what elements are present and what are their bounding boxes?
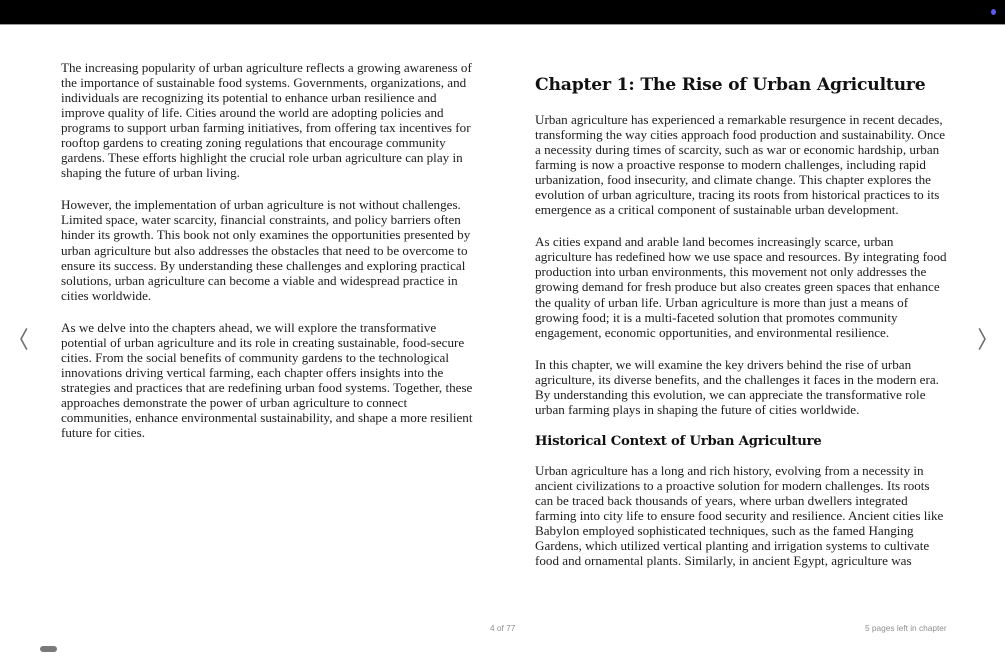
paragraph: In this chapter, we will examine the key drivers behind the rise of urban agriculture, its diverse benefits, and the challenges it faces in the modern era. By understanding this evolution, we can appreciate the transformative role urban farming plays in shaping the future of cities worldwide.	[535, 356, 939, 417]
next-page-button[interactable]	[974, 326, 990, 352]
paragraph: As cities expand and arable land becomes increasingly scarce, urban agriculture has redefined how we use space and resources. By integrating food production into urban environments, this movement not only addresses the growing demand for fresh produce but also creates green spaces that enhance the quality of urban life. Urban agriculture is more than just a means of growing food; it is a multi-faceted solution that promotes community engagement, economic opportunities, and environmental resilience.	[535, 234, 947, 340]
right-page	[535, 74, 947, 585]
paragraph: The increasing popularity of urban agriculture reflects a growing awareness of the importance of sustainable food systems. Governments, organizations, and individuals are recognizing its potential to enhance urban resilience and improve quality of life. Cities around the world are adopting policies and programs to support urban farming initiatives, from offering tax incentives for rooftop gardens to creating zoning regulations that encourage community gardens. These efforts highlight the crucial role urban agriculture can play in shaping the future of urban living.	[61, 60, 472, 181]
top-bar	[0, 0, 1005, 25]
left-page	[61, 60, 473, 457]
chevron-right-icon	[978, 328, 987, 350]
paragraph: As we delve into the chapters ahead, we will explore the transformative potential of urban agriculture and its role in creating sustainable, food-secure cities. From the social benefits of community gardens to the technological innovations driving vertical farming, each chapter offers insights into the strategies and practices that are redefining urban food systems. Together, these approaches demonstrate the power of urban agriculture to connect communities, enhance environmental sustainability, and shape a more resilient future for cities.	[61, 319, 473, 441]
section-title: Historical Context of Urban Agriculture	[535, 433, 822, 449]
paragraph: Urban agriculture has a long and rich history, evolving from a necessity in ancient civilizations to a proactive solution for modern challenges. Its roots can be traced back thousands of years, where urban dwellers integrated farming into city life to ensure food security and resilience. Ancient cities like Babylon employed sophisticated techniques, such as the famed Hanging Gardens, which utilized vertical planting and irrigation systems to cultivate food and ornamental plants. Similarly, in ancient Egypt, agriculture was	[535, 462, 944, 569]
previous-page-button[interactable]	[15, 326, 31, 352]
paragraph: Urban agriculture has experienced a remarkable resurgence in recent decades, transforming the way cities approach food production and sustainability. Once a necessity during times of scarcity, such as war or economic hardship, urban farming is now a proactive response to modern challenges, including rapid urbanization, food insecurity, and climate change. This chapter explores the evolution of urban agriculture, tracing its roots from historical practices to its emergence as a critical component of sustainable urban development.	[535, 112, 946, 218]
scroll-handle[interactable]	[40, 646, 57, 652]
chapter-pages-remaining: 5 pages left in chapter	[865, 623, 947, 633]
chapter-title: Chapter 1: The Rise of Urban Agriculture	[535, 75, 926, 95]
page-indicator: 4 of 77	[490, 623, 516, 633]
chevron-left-icon	[19, 328, 28, 350]
paragraph: However, the implementation of urban agriculture is not without challenges. Limited space, water scarcity, financial constraints, and policy barriers often hinder its growth. This book not only examines the opportunities presented by urban agriculture but also addresses the obstacles that need to be overcome to ensure its success. By understanding these challenges and exploring practical solutions, urban agriculture can become a viable and widespread practice in cities worldwide.	[61, 197, 471, 303]
status-indicator-dot	[991, 9, 996, 15]
